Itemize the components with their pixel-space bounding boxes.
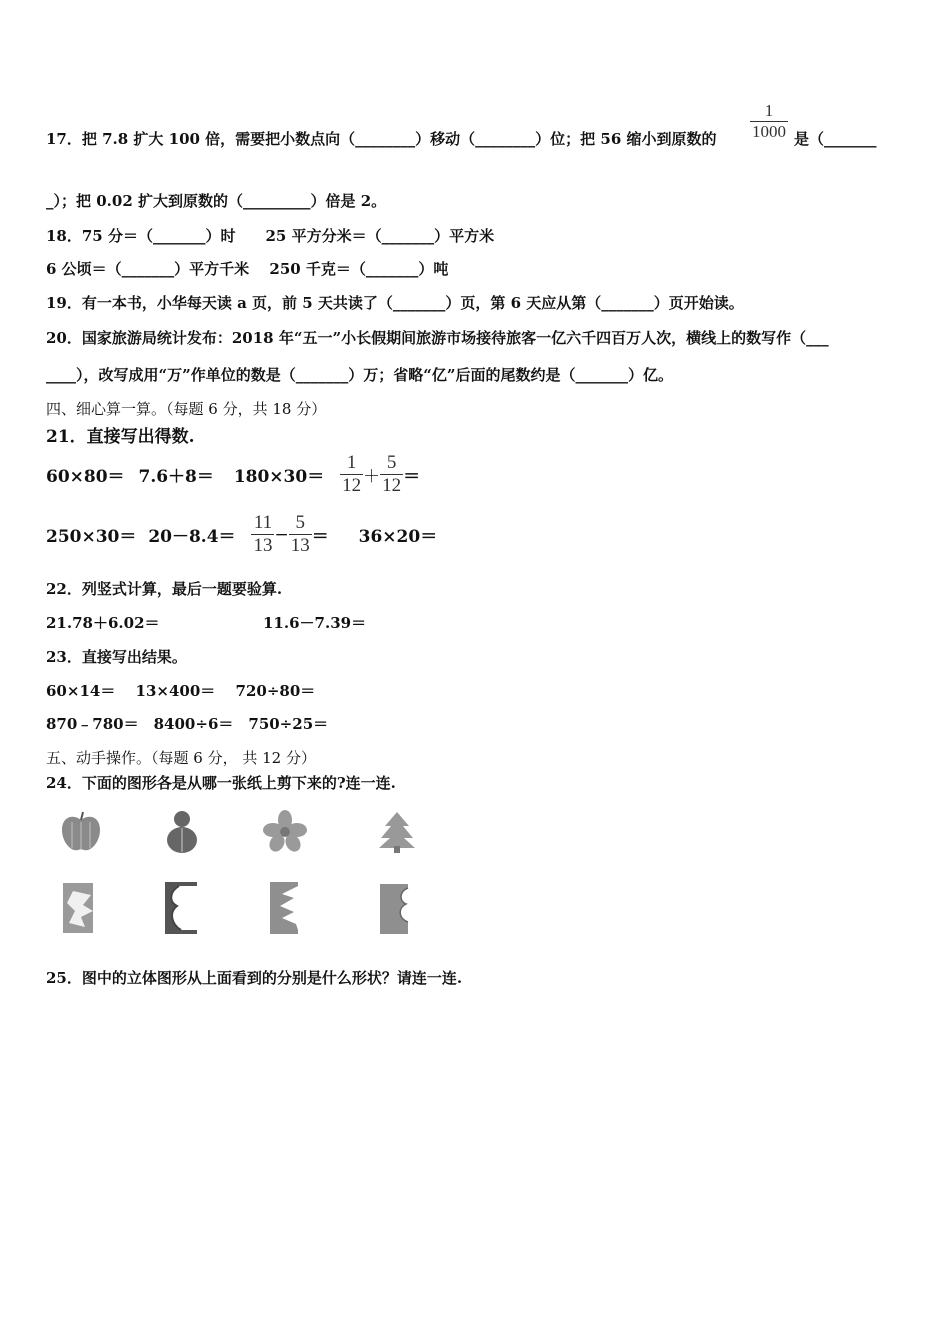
q20-line2: ____），改写成用“万”作单位的数是（_______）万；省略“亿”后面的尾数约是（_______）亿。 (46, 366, 674, 384)
q18-line2: 6 公顷＝（_______）平方千米 250 千克＝（_______）吨 (46, 260, 449, 278)
apple-shape-icon (58, 810, 104, 854)
q17-frac-den: 1000 (752, 122, 786, 141)
section5-heading: 五、动手操作。（每题 6 分， 共 12 分） (46, 749, 316, 767)
q21-r1-frac2 (380, 452, 403, 497)
q17-text-a: 17．把 7.8 扩大 100 倍，需要把小数点向（________）移动（________）位；把 56 缩小到原数的 (46, 130, 717, 148)
flower-shape-icon (263, 810, 307, 852)
q21-r1-c: 180×30＝ (233, 467, 325, 487)
q21-r2-f1-den: 13 (253, 535, 273, 556)
q17-line1-b (794, 128, 877, 149)
q21-r2-frac2 (289, 512, 312, 557)
q17-line1 (46, 128, 717, 149)
paper-piece-3-icon (270, 882, 300, 934)
q21-r1-f1-den: 12 (342, 475, 362, 496)
q22-a: 21.78＋6.02＝ (46, 614, 160, 632)
q22-b: 11.6－7.39＝ (263, 614, 367, 632)
q23-title: 23．直接写出结果。 (46, 648, 187, 666)
q24-title: 24．下面的图形各是从哪一张纸上剪下来的?连一连. (46, 774, 396, 792)
paper-piece-4-icon (380, 884, 412, 934)
q17-line2 (46, 190, 386, 211)
section4-heading: 四、细心算一算。（每题 6 分，共 18 分） (46, 400, 327, 418)
q21-r2-f1-num: 11 (251, 512, 274, 535)
q17-text-2: _）；把 0.02 扩大到原数的（_________）倍是 2。 (46, 192, 387, 210)
q21-title: 21．直接写出得数. (46, 427, 195, 447)
q23-row1: 60×14＝ 13×400＝ 720÷80＝ (46, 682, 316, 700)
q18-line1: 18．75 分＝（_______）时 25 平方分米＝（_______）平方米 (46, 227, 495, 245)
q17-text-b: 是（_______ (794, 130, 877, 148)
q23-row2: 870﹣780＝ 8400÷6＝ 750÷25＝ (46, 715, 329, 733)
q21-r2-eq: ＝ (311, 527, 329, 547)
q21-r1-frac1 (340, 452, 363, 497)
q21-row1 (46, 452, 420, 497)
q21-r1-a: 60×80＝ (46, 467, 125, 487)
q21-r2-a: 250×30＝ (46, 527, 137, 547)
q25-title: 25．图中的立体图形从上面看到的分别是什么形状？请连一连. (46, 969, 463, 987)
gourd-shape-icon (165, 808, 199, 854)
q17-fraction (750, 101, 788, 142)
q21-r2-f2-num: 5 (289, 512, 312, 535)
q20-line1: 20．国家旅游局统计发布：2018 年“五一”小长假期间旅游市场接待旅客一亿六千四百万人次，横线上的数写作（___ (46, 329, 829, 347)
q21-row2 (46, 512, 437, 557)
q21-r1-b: 7.6＋8＝ (138, 467, 214, 487)
paper-piece-1-icon (63, 883, 95, 933)
q21-r1-op: ＋ (363, 467, 381, 487)
q21-r1-f2-den: 12 (382, 475, 402, 496)
q21-r2-c: 36×20＝ (358, 527, 438, 547)
paper-piece-2-icon (165, 882, 199, 934)
q21-r2-b: 20－8.4＝ (148, 527, 236, 547)
tree-shape-icon (377, 810, 417, 854)
q21-r2-f2-den: 13 (290, 535, 310, 556)
q21-r1-f1-num: 1 (340, 452, 363, 475)
q21-r2-op: − (274, 524, 289, 545)
q21-r1-eq: ＝ (403, 467, 421, 487)
q17-frac-num: 1 (750, 101, 788, 122)
q19-line: 19．有一本书，小华每天读 a 页，前 5 天共读了（_______）页，第 6 天应从第（_______）页开始读。 (46, 294, 744, 312)
q21-r2-frac1 (251, 512, 274, 557)
q22-title: 22．列竖式计算，最后一题要验算. (46, 580, 283, 598)
q21-r1-f2-num: 5 (380, 452, 403, 475)
